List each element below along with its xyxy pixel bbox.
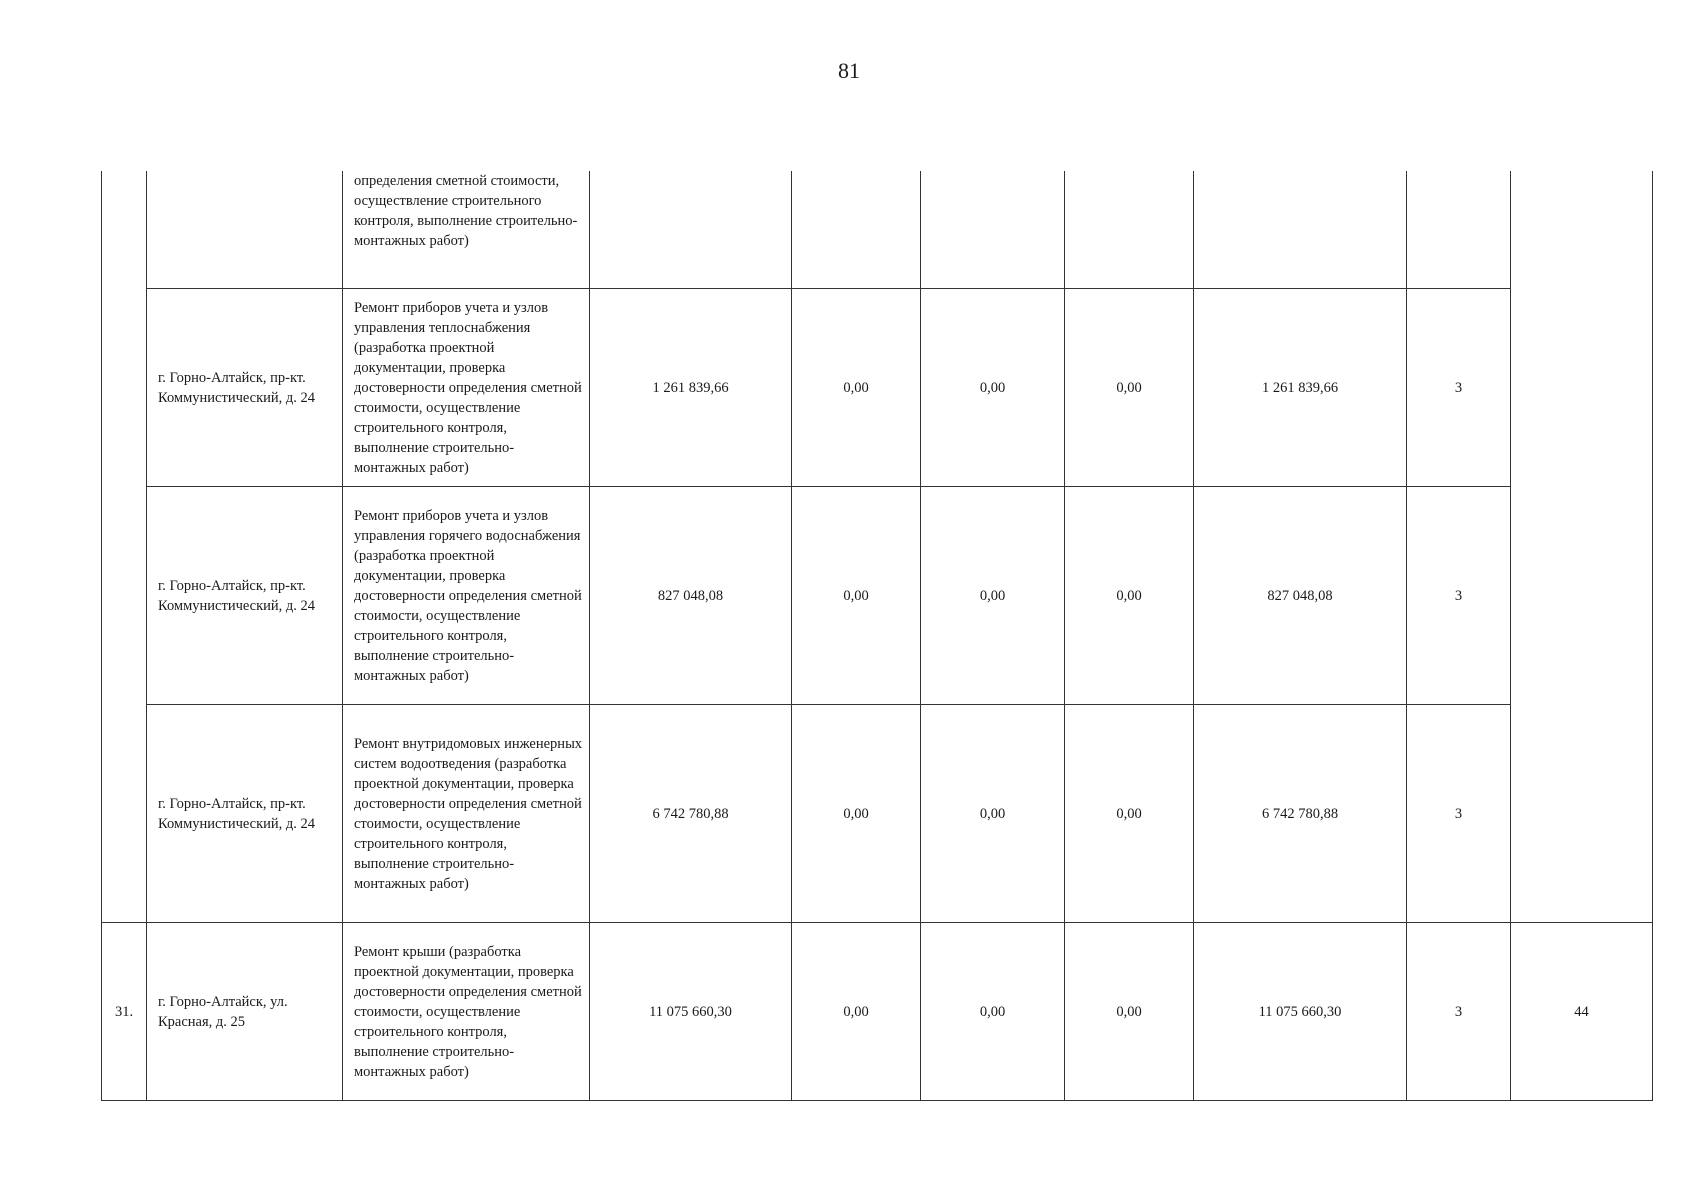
page-number: 81 [838,58,860,83]
term-cell [1407,171,1511,289]
total-cost-cell: 1 261 839,66 [590,289,792,487]
address-cell: г. Горно-Алтайск, ул. Красная, д. 25 [147,923,343,1101]
last-cell: 44 [1511,923,1653,1101]
address-cell: г. Горно-Алтайск, пр-кт. Коммунистический, д. 24 [147,705,343,923]
table-row [102,487,1653,705]
cost-cell-2: 0,00 [921,923,1065,1101]
work-description-cell: Ремонт внутридомовых инженерных систем водоотведения (разработка проектной документации, проверка достоверности определения сметной стоимости, осуществление строительного контроля, выполнение строительно-монтажных работ) [343,705,590,923]
cost-cell-4: 11 075 660,30 [1194,923,1407,1101]
address-cell: г. Горно-Алтайск, пр-кт. Коммунистический, д. 24 [147,289,343,487]
term-cell: 3 [1407,487,1511,705]
total-cost-cell: 827 048,08 [590,487,792,705]
term-cell: 3 [1407,923,1511,1101]
work-description-cell: определения сметной стоимости, осуществление строительного контроля, выполнение строительно-монтажных работ) [343,171,590,289]
cost-cell-1: 0,00 [792,923,921,1101]
row-number-cell [102,171,147,923]
cost-cell-1: 0,00 [792,487,921,705]
cost-cell-3: 0,00 [1065,923,1194,1101]
address-cell [147,171,343,289]
cost-cell-4: 1 261 839,66 [1194,289,1407,487]
cost-cell-3 [1065,171,1194,289]
cost-cell-2 [921,171,1065,289]
address-cell: г. Горно-Алтайск, пр-кт. Коммунистический, д. 24 [147,487,343,705]
work-description-cell: Ремонт крыши (разработка проектной документации, проверка достоверности определения сметной стоимости, осуществление строительного контроля, выполнение строительно-монтажных работ) [343,923,590,1101]
table-row [102,705,1653,923]
cost-cell-3: 0,00 [1065,487,1194,705]
cost-cell-3: 0,00 [1065,705,1194,923]
cost-cell-4: 6 742 780,88 [1194,705,1407,923]
cost-cell-4 [1194,171,1407,289]
cost-cell-1: 0,00 [792,705,921,923]
total-cost-cell: 6 742 780,88 [590,705,792,923]
cost-cell-4: 827 048,08 [1194,487,1407,705]
total-cost-cell [590,171,792,289]
term-cell: 3 [1407,705,1511,923]
cost-cell-3: 0,00 [1065,289,1194,487]
term-cell: 3 [1407,289,1511,487]
work-description-cell: Ремонт приборов учета и узлов управления горячего водоснабжения (разработка проектной документации, проверка достоверности определения сметной стоимости, осуществление строительного контроля, выполнение строительно-монтажных работ) [343,487,590,705]
last-cell [1511,171,1653,923]
cost-cell-1: 0,00 [792,289,921,487]
table-row [102,171,1653,289]
table-row [102,923,1653,1101]
capital-repair-table [101,171,1653,1101]
cost-cell-1 [792,171,921,289]
cost-cell-2: 0,00 [921,487,1065,705]
total-cost-cell: 11 075 660,30 [590,923,792,1101]
cost-cell-2: 0,00 [921,705,1065,923]
work-description-cell: Ремонт приборов учета и узлов управления теплоснабжения (разработка проектной документации, проверка достоверности определения сметной стоимости, осуществление строительного контроля, выполнение строительно-монтажных работ) [343,289,590,487]
table-row [102,289,1653,487]
cost-cell-2: 0,00 [921,289,1065,487]
row-number-cell: 31. [102,923,147,1101]
